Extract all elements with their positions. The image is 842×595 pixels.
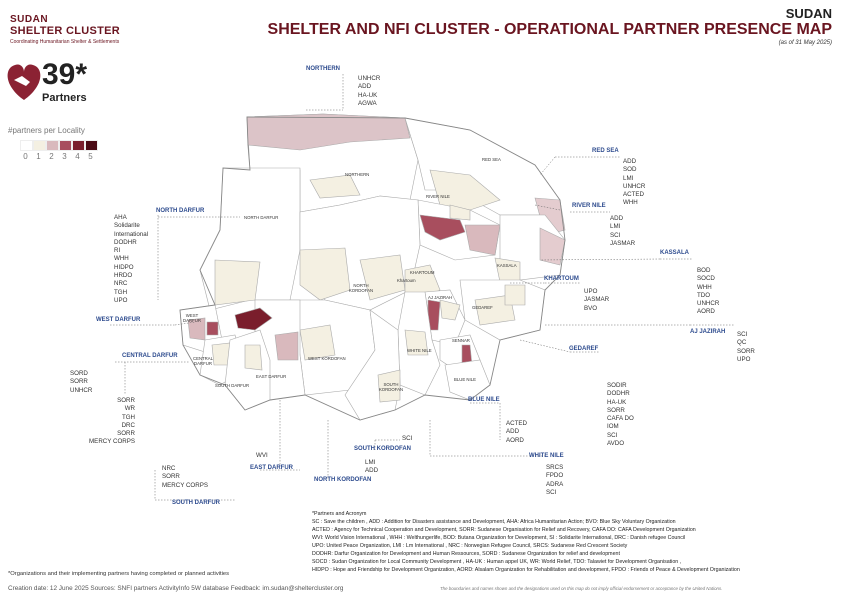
state-blue-nile-heading: BLUE NILE	[468, 397, 500, 403]
state-aj-jazirah-partners: SCI QC SORR UPO	[737, 331, 755, 363]
state-kassala-heading: KASSALA	[660, 250, 690, 256]
state-gedaref-heading: GEDAREF	[569, 346, 599, 352]
state-white-nile-heading: WHITE NILE	[529, 453, 564, 459]
legend-swatch-2	[46, 140, 59, 151]
legend-label-4: 4	[75, 152, 80, 161]
partner-count: 39*	[42, 58, 88, 91]
disclaimer: The boundaries and names shown and the designations used on this map do not imply official endorsement or acceptance by the United Nations.	[440, 586, 723, 591]
acronym-line: WVI: World Vision International , WHH : Welthungerlife, BOD: Butana Organization for Development, SI : Solidarite International, DRC : Danish refugee Council	[312, 535, 686, 541]
locality-gedaref-3	[505, 285, 525, 305]
legend-title: #partners per Locality	[8, 126, 85, 135]
state-east-darfur-partners: WVI	[256, 452, 268, 459]
locality-west-darfur-3	[207, 322, 218, 335]
map-label-sennar: SENNAR	[452, 338, 470, 343]
handshake-heart-icon	[8, 65, 41, 100]
map-label-kassala: KASSALA	[497, 263, 517, 268]
map-label-west-kordofan: WEST KORDOFAN	[308, 356, 346, 361]
acronyms-title: *Partners and Acronym	[312, 511, 367, 517]
footer-sources: Creation date: 12 June 2025 Sources: SNFI partners ActivityInfo 5W database Feedback: im.sudan@sheltercluster.org	[8, 585, 344, 592]
country-label: SUDAN	[785, 6, 832, 21]
map-label-river-nile: RIVER NILE	[426, 194, 450, 199]
locality-north-kordofan-2	[300, 248, 350, 300]
map-label-gedaref: GEDAREF	[472, 305, 493, 310]
state-kassala-partners: BOD SOCD WHH TDO UNHCR AORD	[697, 267, 720, 316]
state-south-kordofan-partners: SCI	[402, 435, 413, 442]
state-white-nile-partners: SRCS FPDO ADRA SCI	[546, 464, 564, 496]
state-river-nile-partners: ADD LMI SCI JASMAR	[610, 215, 636, 247]
state-north-kordofan-heading: NORTH KORDOFAN	[314, 477, 372, 483]
state-northern-heading: NORTHERN	[306, 66, 340, 72]
state-red-sea-heading: RED SEA	[592, 148, 619, 154]
logo-sudan-text: SUDAN	[10, 14, 49, 25]
state-south-darfur-partners: NRC SORR MERCY CORPS	[162, 465, 208, 489]
locality-south-darfur-2	[245, 345, 262, 370]
map-label-south-kordofan: SOUTH KORDOFAN	[378, 382, 404, 392]
legend-label-5: 5	[88, 152, 93, 161]
locality-west-kordofan-2	[300, 325, 335, 360]
state-central-darfur-partners: SORR WR TGH DRC SORR MERCY CORPS	[89, 397, 135, 446]
locality-north-darfur-2	[215, 260, 260, 305]
locality-east-darfur-2	[275, 332, 298, 360]
map-label-khartoum: KHARTOUM	[410, 270, 435, 275]
locality-south-darfur	[225, 330, 270, 410]
partner-count-label: Partners	[42, 92, 87, 104]
legend-swatch-1	[33, 140, 46, 151]
acronym-line: SOCD : Sudan Organization for Local Community Development , HA-UK : Human appel UK, WR: World Relief, TDO: Talawiet for Development Organisation ,	[312, 559, 682, 565]
footnote: *Organizations and their implementing partners having completed or planned activities	[8, 571, 230, 577]
map-title: SHELTER AND NFI CLUSTER - OPERATIONAL PARTNER PRESENCE MAP	[267, 21, 832, 38]
legend-label-1: 1	[36, 152, 41, 161]
state-khartoum-partners: UPO JASMAR BVO	[584, 288, 610, 312]
state-gedaref-partners: SODIR DODHR HA-UK SORR CAFA DO IOM SCI AVDO	[607, 382, 634, 448]
acronym-line: SC : Save the children , ADD : Addition for Disasters assistance and Development, AHA: Africa Humanitarian Action; BVO: Blue Sky Voluntary Organization	[312, 519, 676, 525]
legend-swatch-3	[59, 140, 72, 151]
state-west-darfur-partners: SORD SORR UNHCR	[70, 370, 93, 394]
map-label-aj-jazirah: AJ JAZIRAH	[428, 295, 453, 300]
state-aj-jazirah-heading: AJ JAZIRAH	[690, 329, 726, 335]
map-label-white-nile: WHITE NILE	[407, 348, 432, 353]
state-river-nile-heading: RIVER NILE	[572, 203, 606, 209]
state-east-darfur-heading: EAST DARFUR	[250, 465, 293, 471]
legend-swatch-0	[20, 140, 33, 151]
legend-swatch-4	[72, 140, 85, 151]
state-west-darfur-heading: WEST DARFUR	[96, 317, 141, 323]
acronym-line: ACTED : Agency for Technical Cooperation and Development, SORR: Sudanese Organisation for Relief and Recovery, CAFA DO: CAFA Development Organization	[312, 527, 696, 533]
acronym-line: HIDPO : Hope and Friendship for Development Organization, AORD: Alsalam Organization for Rehabilitation and development, FPDO : Friends of Peace & Development Organization	[312, 567, 740, 573]
locality-kassala-3	[495, 258, 520, 282]
map-label-northern: NORTHERN	[345, 172, 370, 177]
map-label-south-darfur: SOUTH DARFUR	[215, 383, 250, 388]
state-south-darfur-heading: SOUTH DARFUR	[172, 500, 220, 506]
acronym-line: UPO: United Peace Organization, LMI : Lm International , NRC : Norwegian Refugee Council, SRCS: Sudanese Red Crescent Society	[312, 543, 628, 549]
state-north-kordofan-partners: LMI ADD	[365, 459, 379, 475]
state-blue-nile-partners: ACTED ADD AORD	[506, 420, 527, 444]
state-south-kordofan-heading: SOUTH KORDOFAN	[354, 446, 411, 452]
map-label-central-darfur: CENTRAL DARFUR	[192, 356, 214, 366]
state-north-darfur-partners: AHA Solidarite International DODHR RI WHH HIDPO HRDO NRC TGH UPO	[114, 214, 149, 304]
map-label-north-kordofan: NORTH KORDOFAN	[348, 283, 374, 293]
map-label-west-darfur: WEST DARFUR	[183, 313, 201, 323]
map-label-blue-nile: BLUE NILE	[454, 377, 476, 382]
legend-swatch-5	[85, 140, 98, 151]
as-of-date: (as of 31 May 2025)	[778, 40, 832, 46]
state-red-sea-partners: ADD SOD LMI UNHCR ACTED WHH	[623, 158, 646, 207]
logo-shelter-cluster-text: SHELTER CLUSTER	[10, 25, 121, 37]
acronym-line: DODHR: Darfur Organization for Development and Human Ressources, SORD : Sudanese Organization for relief and development	[312, 551, 620, 557]
logo-tagline: Coordinating Humanitarian Shelter & Settlements	[10, 39, 120, 45]
map-label-east-darfur: EAST DARFUR	[256, 374, 287, 379]
legend-label-3: 3	[62, 152, 67, 161]
state-northern-partners: UNHCR ADD HA-UK AGWA	[358, 75, 381, 107]
state-north-darfur-heading: NORTH DARFUR	[156, 208, 205, 214]
map-label-north-darfur: NORTH DARFUR	[244, 215, 279, 220]
legend-label-2: 2	[49, 152, 54, 161]
map-label-red-sea: RED SEA	[482, 157, 501, 162]
state-central-darfur-heading: CENTRAL DARFUR	[122, 353, 178, 359]
state-khartoum-heading: KHARTOUM	[544, 276, 579, 282]
map-label-khartoum-city: Khartoum	[397, 278, 416, 283]
legend-label-0: 0	[23, 152, 28, 161]
